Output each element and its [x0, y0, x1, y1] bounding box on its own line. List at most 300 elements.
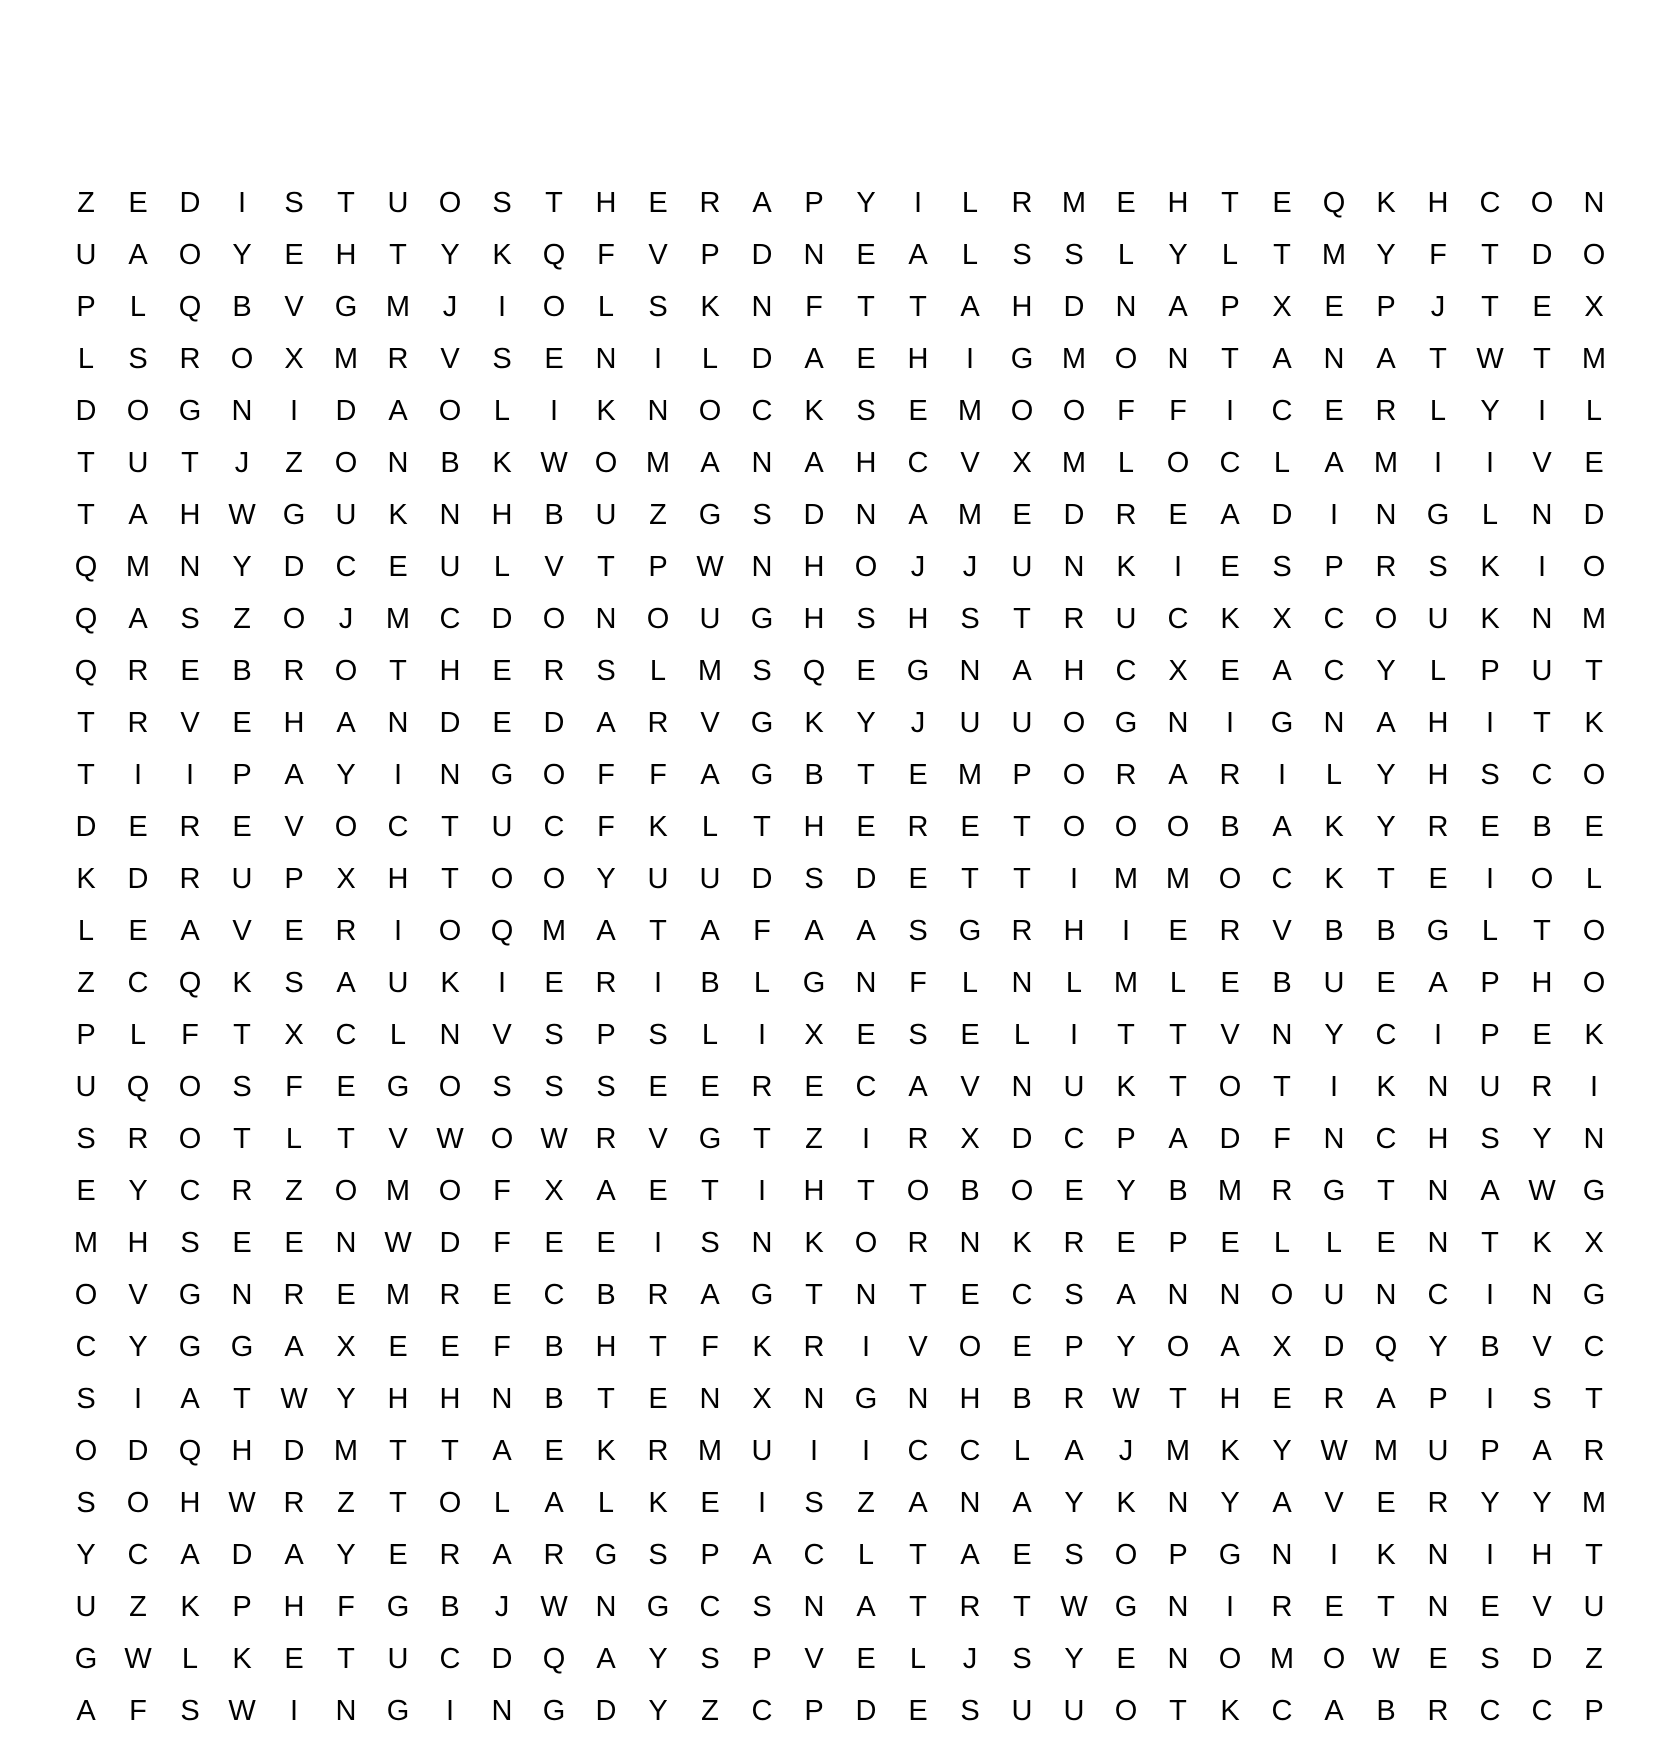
letter-cell[interactable]: L	[181, 1642, 199, 1675]
letter-cell[interactable]: N	[959, 1226, 981, 1259]
letter-cell[interactable]: U	[491, 810, 513, 843]
letter-cell[interactable]: F	[753, 914, 771, 947]
letter-cell[interactable]: Y	[1324, 1018, 1344, 1051]
letter-cell[interactable]: A	[1324, 446, 1344, 479]
letter-cell[interactable]: W	[1320, 1434, 1348, 1467]
letter-cell[interactable]: L	[701, 1018, 719, 1051]
letter-cell[interactable]: E	[128, 186, 148, 219]
letter-cell[interactable]: E	[1584, 810, 1604, 843]
letter-cell[interactable]: D	[1063, 290, 1085, 323]
letter-cell[interactable]: I	[1277, 758, 1287, 791]
letter-cell[interactable]: P	[1584, 1694, 1604, 1727]
letter-cell[interactable]: J	[1118, 1434, 1134, 1467]
letter-cell[interactable]: T	[597, 550, 615, 583]
letter-cell[interactable]: R	[1375, 394, 1397, 427]
letter-cell[interactable]: O	[334, 654, 358, 687]
letter-cell[interactable]: E	[1376, 1226, 1396, 1259]
letter-cell[interactable]: D	[75, 394, 97, 427]
letter-cell[interactable]: F	[181, 1018, 199, 1051]
letter-cell[interactable]: E	[856, 1642, 876, 1675]
letter-cell[interactable]: U	[387, 186, 409, 219]
letter-cell[interactable]: R	[751, 1070, 773, 1103]
letter-cell[interactable]: K	[232, 966, 252, 999]
letter-cell[interactable]: O	[1114, 1538, 1138, 1571]
letter-cell[interactable]: N	[1531, 498, 1553, 531]
letter-cell[interactable]: I	[965, 342, 975, 375]
letter-cell[interactable]: T	[1481, 290, 1499, 323]
letter-cell[interactable]: O	[1218, 1642, 1242, 1675]
letter-cell[interactable]: D	[855, 862, 877, 895]
letter-cell[interactable]: I	[757, 1486, 767, 1519]
letter-cell[interactable]: M	[697, 654, 723, 687]
letter-cell[interactable]: G	[542, 1694, 566, 1727]
letter-cell[interactable]: H	[387, 1382, 409, 1415]
letter-cell[interactable]: S	[752, 1590, 772, 1623]
letter-cell[interactable]: R	[231, 1174, 253, 1207]
letter-cell[interactable]: F	[129, 1694, 147, 1727]
letter-cell[interactable]: T	[1585, 1382, 1603, 1415]
letter-cell[interactable]: X	[752, 1382, 772, 1415]
letter-cell[interactable]: W	[1060, 1590, 1088, 1623]
letter-cell[interactable]: E	[1012, 498, 1032, 531]
letter-cell[interactable]: R	[1271, 1590, 1293, 1623]
letter-cell[interactable]: F	[649, 758, 667, 791]
letter-cell[interactable]: E	[908, 1694, 928, 1727]
letter-cell[interactable]: D	[1583, 498, 1605, 531]
letter-cell[interactable]: L	[77, 914, 95, 947]
letter-cell[interactable]: R	[179, 862, 201, 895]
letter-cell[interactable]: N	[1323, 1122, 1345, 1155]
letter-cell[interactable]: M	[1581, 1486, 1607, 1519]
letter-cell[interactable]: Z	[805, 1122, 823, 1155]
letter-cell[interactable]: Q	[126, 1070, 150, 1103]
letter-cell[interactable]: L	[493, 1486, 511, 1519]
letter-cell[interactable]: Q	[178, 966, 202, 999]
letter-cell[interactable]: K	[1220, 1694, 1240, 1727]
letter-cell[interactable]: U	[1011, 706, 1033, 739]
letter-cell[interactable]: I	[497, 290, 507, 323]
letter-cell[interactable]: H	[1063, 654, 1085, 687]
letter-cell[interactable]: G	[594, 1538, 618, 1571]
letter-cell[interactable]: O	[1582, 238, 1606, 271]
letter-cell[interactable]: Y	[440, 238, 460, 271]
letter-cell[interactable]: N	[1583, 1122, 1605, 1155]
letter-cell[interactable]: C	[1063, 1122, 1085, 1155]
letter-cell[interactable]: N	[855, 1278, 877, 1311]
letter-cell[interactable]: T	[441, 1434, 459, 1467]
letter-cell[interactable]: F	[1429, 238, 1447, 271]
letter-cell[interactable]: M	[1061, 342, 1087, 375]
letter-cell[interactable]: S	[648, 1538, 668, 1571]
letter-cell[interactable]: A	[1012, 654, 1032, 687]
letter-cell[interactable]: R	[1063, 602, 1085, 635]
letter-cell[interactable]: I	[289, 394, 299, 427]
letter-cell[interactable]: X	[544, 1174, 564, 1207]
letter-cell[interactable]: I	[1329, 1070, 1339, 1103]
letter-cell[interactable]: C	[1583, 1330, 1605, 1363]
letter-cell[interactable]: K	[804, 394, 824, 427]
letter-cell[interactable]: C	[1375, 1122, 1397, 1155]
letter-cell[interactable]: A	[128, 238, 148, 271]
letter-cell[interactable]: I	[1537, 394, 1547, 427]
letter-cell[interactable]: O	[334, 446, 358, 479]
letter-cell[interactable]: S	[1480, 758, 1500, 791]
letter-cell[interactable]: E	[284, 238, 304, 271]
letter-cell[interactable]: O	[542, 758, 566, 791]
letter-cell[interactable]: N	[751, 550, 773, 583]
letter-cell[interactable]: T	[1377, 1590, 1395, 1623]
letter-cell[interactable]: L	[285, 1122, 303, 1155]
letter-cell[interactable]: E	[700, 1486, 720, 1519]
letter-cell[interactable]: W	[1112, 1382, 1140, 1415]
letter-cell[interactable]: Y	[1480, 394, 1500, 427]
letter-cell[interactable]: W	[436, 1122, 464, 1155]
letter-cell[interactable]: E	[648, 1382, 668, 1415]
letter-cell[interactable]: E	[128, 810, 148, 843]
letter-cell[interactable]: T	[1169, 1694, 1187, 1727]
letter-cell[interactable]: A	[908, 498, 928, 531]
letter-cell[interactable]: T	[1221, 342, 1239, 375]
letter-cell[interactable]: Z	[649, 498, 667, 531]
letter-cell[interactable]: X	[336, 862, 356, 895]
letter-cell[interactable]: J	[234, 446, 250, 479]
letter-cell[interactable]: B	[1012, 1382, 1032, 1415]
letter-cell[interactable]: L	[1065, 966, 1083, 999]
letter-cell[interactable]: R	[283, 1486, 305, 1519]
letter-cell[interactable]: G	[1114, 706, 1138, 739]
letter-cell[interactable]: F	[493, 1330, 511, 1363]
letter-cell[interactable]: K	[180, 1590, 200, 1623]
letter-cell[interactable]: O	[542, 290, 566, 323]
letter-cell[interactable]: A	[804, 342, 824, 375]
letter-cell[interactable]: V	[440, 342, 460, 375]
letter-cell[interactable]: L	[1221, 238, 1239, 271]
letter-cell[interactable]: Y	[648, 1694, 668, 1727]
letter-cell[interactable]: T	[1013, 1590, 1031, 1623]
letter-cell[interactable]: E	[856, 654, 876, 687]
letter-cell[interactable]: I	[133, 758, 143, 791]
letter-cell[interactable]: L	[493, 550, 511, 583]
letter-cell[interactable]: M	[1113, 966, 1139, 999]
letter-cell[interactable]: G	[958, 914, 982, 947]
letter-cell[interactable]: W	[1528, 1174, 1556, 1207]
letter-cell[interactable]: I	[809, 1434, 819, 1467]
letter-cell[interactable]: C	[1427, 1278, 1449, 1311]
letter-cell[interactable]: E	[1584, 446, 1604, 479]
letter-cell[interactable]: G	[1114, 1590, 1138, 1623]
letter-cell[interactable]: S	[76, 1382, 96, 1415]
letter-cell[interactable]: V	[284, 290, 304, 323]
letter-cell[interactable]: I	[1485, 1382, 1495, 1415]
letter-cell[interactable]: N	[595, 1590, 617, 1623]
letter-cell[interactable]: A	[1272, 342, 1292, 375]
letter-cell[interactable]: M	[1373, 1434, 1399, 1467]
letter-cell[interactable]: I	[757, 1018, 767, 1051]
letter-cell[interactable]: A	[1220, 1330, 1240, 1363]
letter-cell[interactable]: M	[385, 290, 411, 323]
letter-cell[interactable]: J	[962, 550, 978, 583]
letter-cell[interactable]: P	[1116, 1122, 1136, 1155]
letter-cell[interactable]: O	[646, 602, 670, 635]
letter-cell[interactable]: S	[76, 1122, 96, 1155]
letter-cell[interactable]: G	[1426, 914, 1450, 947]
letter-cell[interactable]: K	[1012, 1226, 1032, 1259]
letter-cell[interactable]: R	[647, 1278, 669, 1311]
letter-cell[interactable]: O	[1062, 706, 1086, 739]
letter-cell[interactable]: Y	[336, 1538, 356, 1571]
letter-cell[interactable]: U	[439, 550, 461, 583]
letter-cell[interactable]: A	[284, 1330, 304, 1363]
letter-cell[interactable]: A	[180, 914, 200, 947]
letter-cell[interactable]: H	[283, 1590, 305, 1623]
letter-cell[interactable]: Y	[76, 1538, 96, 1571]
letter-cell[interactable]: C	[1323, 602, 1345, 635]
letter-cell[interactable]: M	[1061, 446, 1087, 479]
letter-cell[interactable]: S	[180, 1226, 200, 1259]
letter-cell[interactable]: L	[129, 1018, 147, 1051]
letter-cell[interactable]: G	[750, 1278, 774, 1311]
letter-cell[interactable]: E	[544, 1434, 564, 1467]
letter-cell[interactable]: O	[1374, 602, 1398, 635]
letter-cell[interactable]: N	[335, 1694, 357, 1727]
letter-cell[interactable]: K	[1376, 1538, 1396, 1571]
letter-cell[interactable]: S	[1012, 1642, 1032, 1675]
letter-cell[interactable]: T	[857, 1174, 875, 1207]
letter-cell[interactable]: I	[1433, 1018, 1443, 1051]
letter-cell[interactable]: O	[334, 810, 358, 843]
letter-cell[interactable]: V	[1532, 1330, 1552, 1363]
letter-cell[interactable]: E	[1220, 654, 1240, 687]
letter-cell[interactable]: R	[283, 1278, 305, 1311]
letter-cell[interactable]: D	[491, 602, 513, 635]
letter-cell[interactable]: R	[1323, 1382, 1345, 1415]
letter-cell[interactable]: Y	[1064, 1486, 1084, 1519]
letter-cell[interactable]: Z	[77, 186, 95, 219]
letter-cell[interactable]: W	[124, 1642, 152, 1675]
letter-cell[interactable]: I	[289, 1694, 299, 1727]
letter-cell[interactable]: L	[961, 186, 979, 219]
letter-cell[interactable]: B	[232, 290, 252, 323]
letter-cell[interactable]: H	[127, 1226, 149, 1259]
letter-cell[interactable]: N	[439, 758, 461, 791]
letter-cell[interactable]: A	[1220, 498, 1240, 531]
letter-cell[interactable]: F	[805, 290, 823, 323]
letter-cell[interactable]: N	[1583, 186, 1605, 219]
letter-cell[interactable]: B	[544, 498, 564, 531]
letter-cell[interactable]: R	[907, 810, 929, 843]
letter-cell[interactable]: H	[803, 810, 825, 843]
letter-cell[interactable]: E	[284, 914, 304, 947]
letter-cell[interactable]: P	[1220, 290, 1240, 323]
letter-cell[interactable]: P	[1168, 1226, 1188, 1259]
letter-cell[interactable]: O	[438, 186, 462, 219]
letter-cell[interactable]: F	[701, 1330, 719, 1363]
letter-cell[interactable]: R	[1219, 758, 1241, 791]
letter-cell[interactable]: Z	[1585, 1642, 1603, 1675]
letter-cell[interactable]: F	[597, 810, 615, 843]
letter-cell[interactable]: K	[648, 1486, 668, 1519]
letter-cell[interactable]: Q	[74, 654, 98, 687]
letter-cell[interactable]: R	[647, 706, 669, 739]
letter-cell[interactable]: C	[803, 1538, 825, 1571]
letter-cell[interactable]: Z	[337, 1486, 355, 1519]
letter-cell[interactable]: D	[855, 1694, 877, 1727]
letter-cell[interactable]: O	[1114, 1694, 1138, 1727]
letter-cell[interactable]: L	[1117, 238, 1135, 271]
letter-cell[interactable]: N	[1531, 602, 1553, 635]
letter-cell[interactable]: C	[1167, 602, 1189, 635]
letter-cell[interactable]: O	[126, 1486, 150, 1519]
letter-cell[interactable]: E	[1532, 290, 1552, 323]
letter-cell[interactable]: L	[1273, 446, 1291, 479]
letter-cell[interactable]: H	[179, 1486, 201, 1519]
letter-cell[interactable]: R	[283, 654, 305, 687]
letter-cell[interactable]: L	[1585, 862, 1603, 895]
letter-cell[interactable]: C	[387, 810, 409, 843]
letter-cell[interactable]: Q	[1322, 186, 1346, 219]
letter-cell[interactable]: P	[752, 1642, 772, 1675]
letter-cell[interactable]: E	[1272, 1382, 1292, 1415]
letter-cell[interactable]: N	[1167, 706, 1189, 739]
letter-cell[interactable]: J	[1430, 290, 1446, 323]
letter-cell[interactable]: H	[907, 602, 929, 635]
letter-cell[interactable]: D	[803, 498, 825, 531]
letter-cell[interactable]: G	[178, 1330, 202, 1363]
letter-cell[interactable]: O	[178, 1122, 202, 1155]
letter-cell[interactable]: X	[1272, 1330, 1292, 1363]
letter-cell[interactable]: E	[1428, 862, 1448, 895]
letter-cell[interactable]: M	[1321, 238, 1347, 271]
letter-cell[interactable]: T	[701, 1174, 719, 1207]
letter-cell[interactable]: U	[1115, 602, 1137, 635]
letter-cell[interactable]: O	[1010, 1174, 1034, 1207]
letter-cell[interactable]: H	[803, 1174, 825, 1207]
letter-cell[interactable]: O	[74, 1278, 98, 1311]
letter-cell[interactable]: O	[178, 238, 202, 271]
letter-cell[interactable]: R	[1115, 758, 1137, 791]
letter-cell[interactable]: D	[751, 342, 773, 375]
letter-cell[interactable]: E	[1480, 810, 1500, 843]
letter-cell[interactable]: X	[1272, 602, 1292, 635]
letter-cell[interactable]: G	[802, 966, 826, 999]
letter-cell[interactable]: T	[77, 706, 95, 739]
letter-cell[interactable]: R	[127, 654, 149, 687]
letter-cell[interactable]: O	[1270, 1278, 1294, 1311]
letter-cell[interactable]: U	[1427, 602, 1449, 635]
letter-cell[interactable]: A	[596, 1174, 616, 1207]
letter-cell[interactable]: T	[1013, 602, 1031, 635]
letter-cell[interactable]: X	[1584, 1226, 1604, 1259]
letter-cell[interactable]: N	[751, 446, 773, 479]
letter-cell[interactable]: T	[1377, 1174, 1395, 1207]
letter-cell[interactable]: Y	[648, 1642, 668, 1675]
letter-cell[interactable]: E	[1324, 394, 1344, 427]
letter-cell[interactable]: A	[180, 1382, 200, 1415]
letter-cell[interactable]: H	[1427, 706, 1449, 739]
letter-cell[interactable]: I	[1485, 446, 1495, 479]
letter-cell[interactable]: I	[1329, 498, 1339, 531]
letter-cell[interactable]: T	[649, 1330, 667, 1363]
letter-cell[interactable]: S	[960, 602, 980, 635]
letter-cell[interactable]: W	[540, 1122, 568, 1155]
letter-cell[interactable]: U	[699, 862, 721, 895]
letter-cell[interactable]: Q	[1374, 1330, 1398, 1363]
letter-cell[interactable]: K	[1220, 1434, 1240, 1467]
letter-cell[interactable]: M	[125, 550, 151, 583]
letter-cell[interactable]: Y	[1168, 238, 1188, 271]
letter-cell[interactable]: E	[1220, 1226, 1240, 1259]
letter-cell[interactable]: W	[540, 446, 568, 479]
letter-cell[interactable]: S	[544, 1018, 564, 1051]
letter-cell[interactable]: H	[231, 1434, 253, 1467]
letter-cell[interactable]: U	[1323, 966, 1345, 999]
letter-cell[interactable]: B	[544, 1382, 564, 1415]
letter-cell[interactable]: A	[492, 1538, 512, 1571]
letter-cell[interactable]: Q	[74, 602, 98, 635]
letter-cell[interactable]: B	[1324, 914, 1344, 947]
letter-cell[interactable]: H	[491, 498, 513, 531]
letter-cell[interactable]: N	[1115, 290, 1137, 323]
letter-cell[interactable]: G	[750, 758, 774, 791]
letter-cell[interactable]: S	[1428, 550, 1448, 583]
letter-cell[interactable]: R	[543, 654, 565, 687]
letter-cell[interactable]: Z	[285, 446, 303, 479]
letter-cell[interactable]: T	[1013, 810, 1031, 843]
letter-cell[interactable]: H	[283, 706, 305, 739]
letter-cell[interactable]: U	[387, 1642, 409, 1675]
letter-cell[interactable]: N	[595, 342, 617, 375]
letter-cell[interactable]: Y	[1532, 1486, 1552, 1519]
letter-cell[interactable]: T	[805, 1278, 823, 1311]
letter-cell[interactable]: I	[133, 1382, 143, 1415]
letter-cell[interactable]: C	[543, 1278, 565, 1311]
letter-cell[interactable]: U	[1011, 1694, 1033, 1727]
letter-cell[interactable]: G	[230, 1330, 254, 1363]
letter-cell[interactable]: E	[1220, 966, 1240, 999]
letter-cell[interactable]: X	[804, 1018, 824, 1051]
letter-cell[interactable]: G	[1010, 342, 1034, 375]
letter-cell[interactable]: H	[595, 186, 617, 219]
letter-cell[interactable]: V	[388, 1122, 408, 1155]
letter-cell[interactable]: I	[861, 1330, 871, 1363]
letter-cell[interactable]: D	[335, 394, 357, 427]
letter-cell[interactable]: N	[1271, 1018, 1293, 1051]
letter-cell[interactable]: R	[1063, 1382, 1085, 1415]
letter-cell[interactable]: A	[752, 1538, 772, 1571]
letter-cell[interactable]: N	[803, 1382, 825, 1415]
letter-cell[interactable]: P	[232, 758, 252, 791]
letter-cell[interactable]: E	[856, 810, 876, 843]
letter-cell[interactable]: L	[597, 290, 615, 323]
letter-cell[interactable]: E	[908, 862, 928, 895]
letter-cell[interactable]: O	[1114, 342, 1138, 375]
letter-cell[interactable]: T	[1585, 654, 1603, 687]
letter-cell[interactable]: V	[648, 238, 668, 271]
letter-cell[interactable]: I	[653, 342, 663, 375]
letter-cell[interactable]: T	[1221, 186, 1239, 219]
letter-cell[interactable]: P	[1480, 1434, 1500, 1467]
letter-cell[interactable]: E	[648, 1174, 668, 1207]
letter-cell[interactable]: L	[961, 966, 979, 999]
letter-cell[interactable]: C	[907, 1434, 929, 1467]
letter-cell[interactable]: W	[384, 1226, 412, 1259]
letter-cell[interactable]: I	[1069, 862, 1079, 895]
letter-cell[interactable]: K	[1324, 862, 1344, 895]
letter-cell[interactable]: B	[960, 1174, 980, 1207]
letter-cell[interactable]: C	[1011, 1278, 1033, 1311]
letter-cell[interactable]: E	[856, 238, 876, 271]
letter-cell[interactable]: A	[1168, 758, 1188, 791]
